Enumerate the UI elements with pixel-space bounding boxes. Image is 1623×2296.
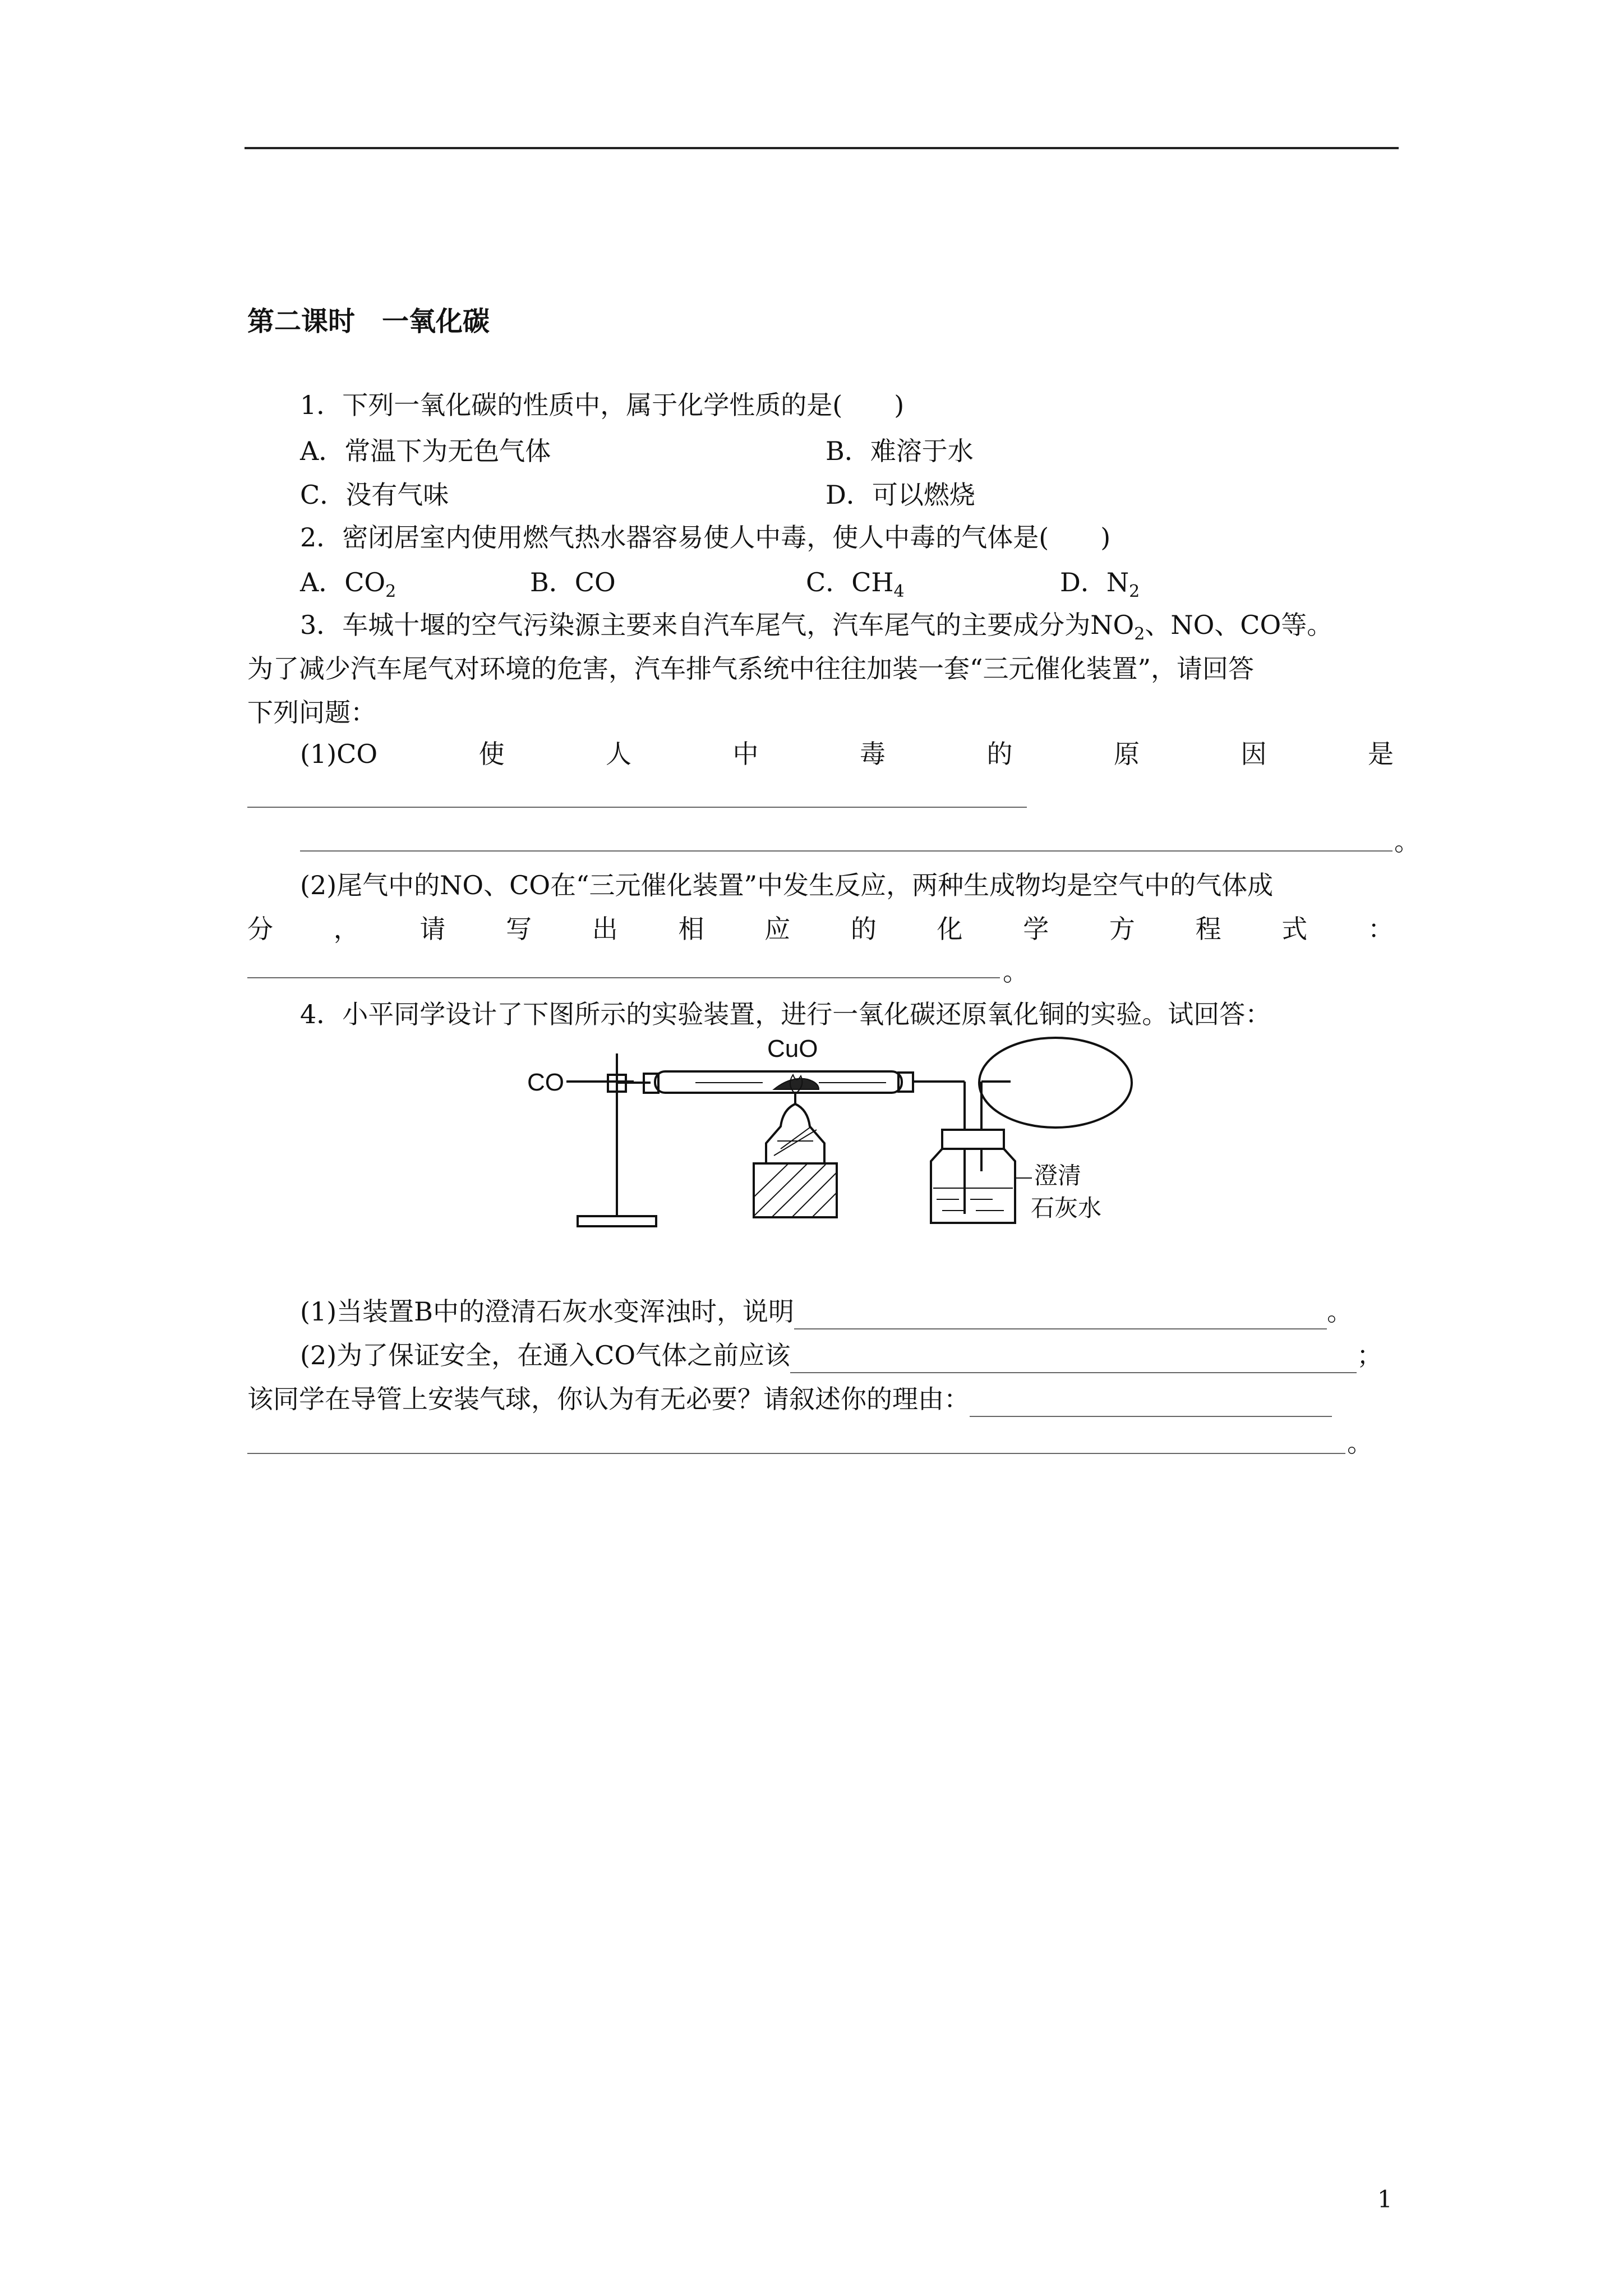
q3-line2: 为了减少汽车尾气对环境的危害，汽车排气系统中往往加装一套“三元催化装置”，请回答: [247, 654, 1255, 684]
q3-part2-answer-blank[interactable]: [247, 977, 1000, 978]
q4-part1: (1)当装置B中的澄清石灰水变浑浊时，说明 。: [300, 1294, 1353, 1329]
q1-stem: 1．下列一氧化碳的性质中，属于化学性质的是( ): [300, 390, 905, 420]
bottle-stopper: [942, 1130, 1004, 1149]
q2-option-c: C．$CH_4$: [806, 567, 905, 601]
q4-part2-line2: 该同学在导管上安装气球，你认为有无必要？请叙述你的理由：: [247, 1381, 1332, 1417]
diagram-label-limewater-2: 石灰水: [1031, 1194, 1102, 1222]
q4-part2-answer-blank-2[interactable]: [970, 1391, 1332, 1417]
wooden-block: [754, 1163, 837, 1217]
lesson-title: 第二课时 一氧化碳: [247, 306, 490, 337]
q3-part1-line: (1)CO 使 人 中 毒 的 原 因 是: [300, 739, 1394, 769]
washing-bottle: [931, 1149, 1015, 1223]
q4-part2-line1: (2)为了保证安全，在通入CO气体之前应该 ；: [300, 1337, 1382, 1373]
diagram-label-cuo: CuO: [767, 1035, 818, 1062]
q4-stem: 4．小平同学设计了下图所示的实验装置，进行一氧化碳还原氧化铜的实验。试回答：: [300, 999, 1271, 1029]
q3-part1-answer-blank-1[interactable]: [247, 807, 1027, 808]
q3-line1: 3．车城十堰的空气污染源主要来自汽车尾气，汽车尾气的主要成分为$NO_2$、NO、CO等。: [300, 610, 1333, 644]
q2-stem: 2．密闭居室内使用燃气热水器容易使人中毒，使人中毒的气体是( ): [300, 522, 1111, 553]
q1-option-a: A．常温下为无色气体: [300, 436, 551, 466]
co-reduction-apparatus-diagram: [527, 1031, 1133, 1244]
q4-part1-answer-blank[interactable]: [794, 1304, 1327, 1329]
q4-part2-answer-blank-1[interactable]: [790, 1347, 1357, 1373]
page-number: 1: [1377, 2185, 1393, 2213]
copper-oxide-sample: [774, 1079, 819, 1089]
diagram-label-limewater-1: 澄清: [1034, 1162, 1082, 1189]
q1-option-c: C．没有气味: [300, 480, 449, 510]
q3-part2-period: 。: [1003, 956, 1029, 987]
header-rule: [245, 147, 1399, 149]
q1-option-d: D．可以燃烧: [826, 480, 975, 510]
q4-part2-period: 。: [1347, 1428, 1373, 1458]
q2-option-b: B．CO: [530, 567, 616, 597]
q1-option-b: B．难溶于水: [826, 436, 974, 466]
diagram-label-co: CO: [527, 1069, 564, 1096]
stand-base: [578, 1216, 656, 1226]
q3-line3: 下列问题：: [247, 697, 376, 728]
q3-part1-answer-blank-2[interactable]: [300, 850, 1393, 852]
q2-option-a: A．$CO_2$: [300, 567, 396, 601]
q4-part2-answer-blank-3[interactable]: [247, 1453, 1345, 1454]
q3-part2-line1: (2)尾气中的NO、CO在“三元催化装置”中发生反应，两种生成物均是空气中的气体成: [300, 870, 1274, 900]
q3-part2-line2: 分 ， 请 写 出 相 应 的 化 学 方 程 式 ：: [247, 914, 1394, 944]
q2-option-d: D．$N_2$: [1060, 567, 1140, 601]
q3-part1-period: 。: [1394, 826, 1420, 857]
